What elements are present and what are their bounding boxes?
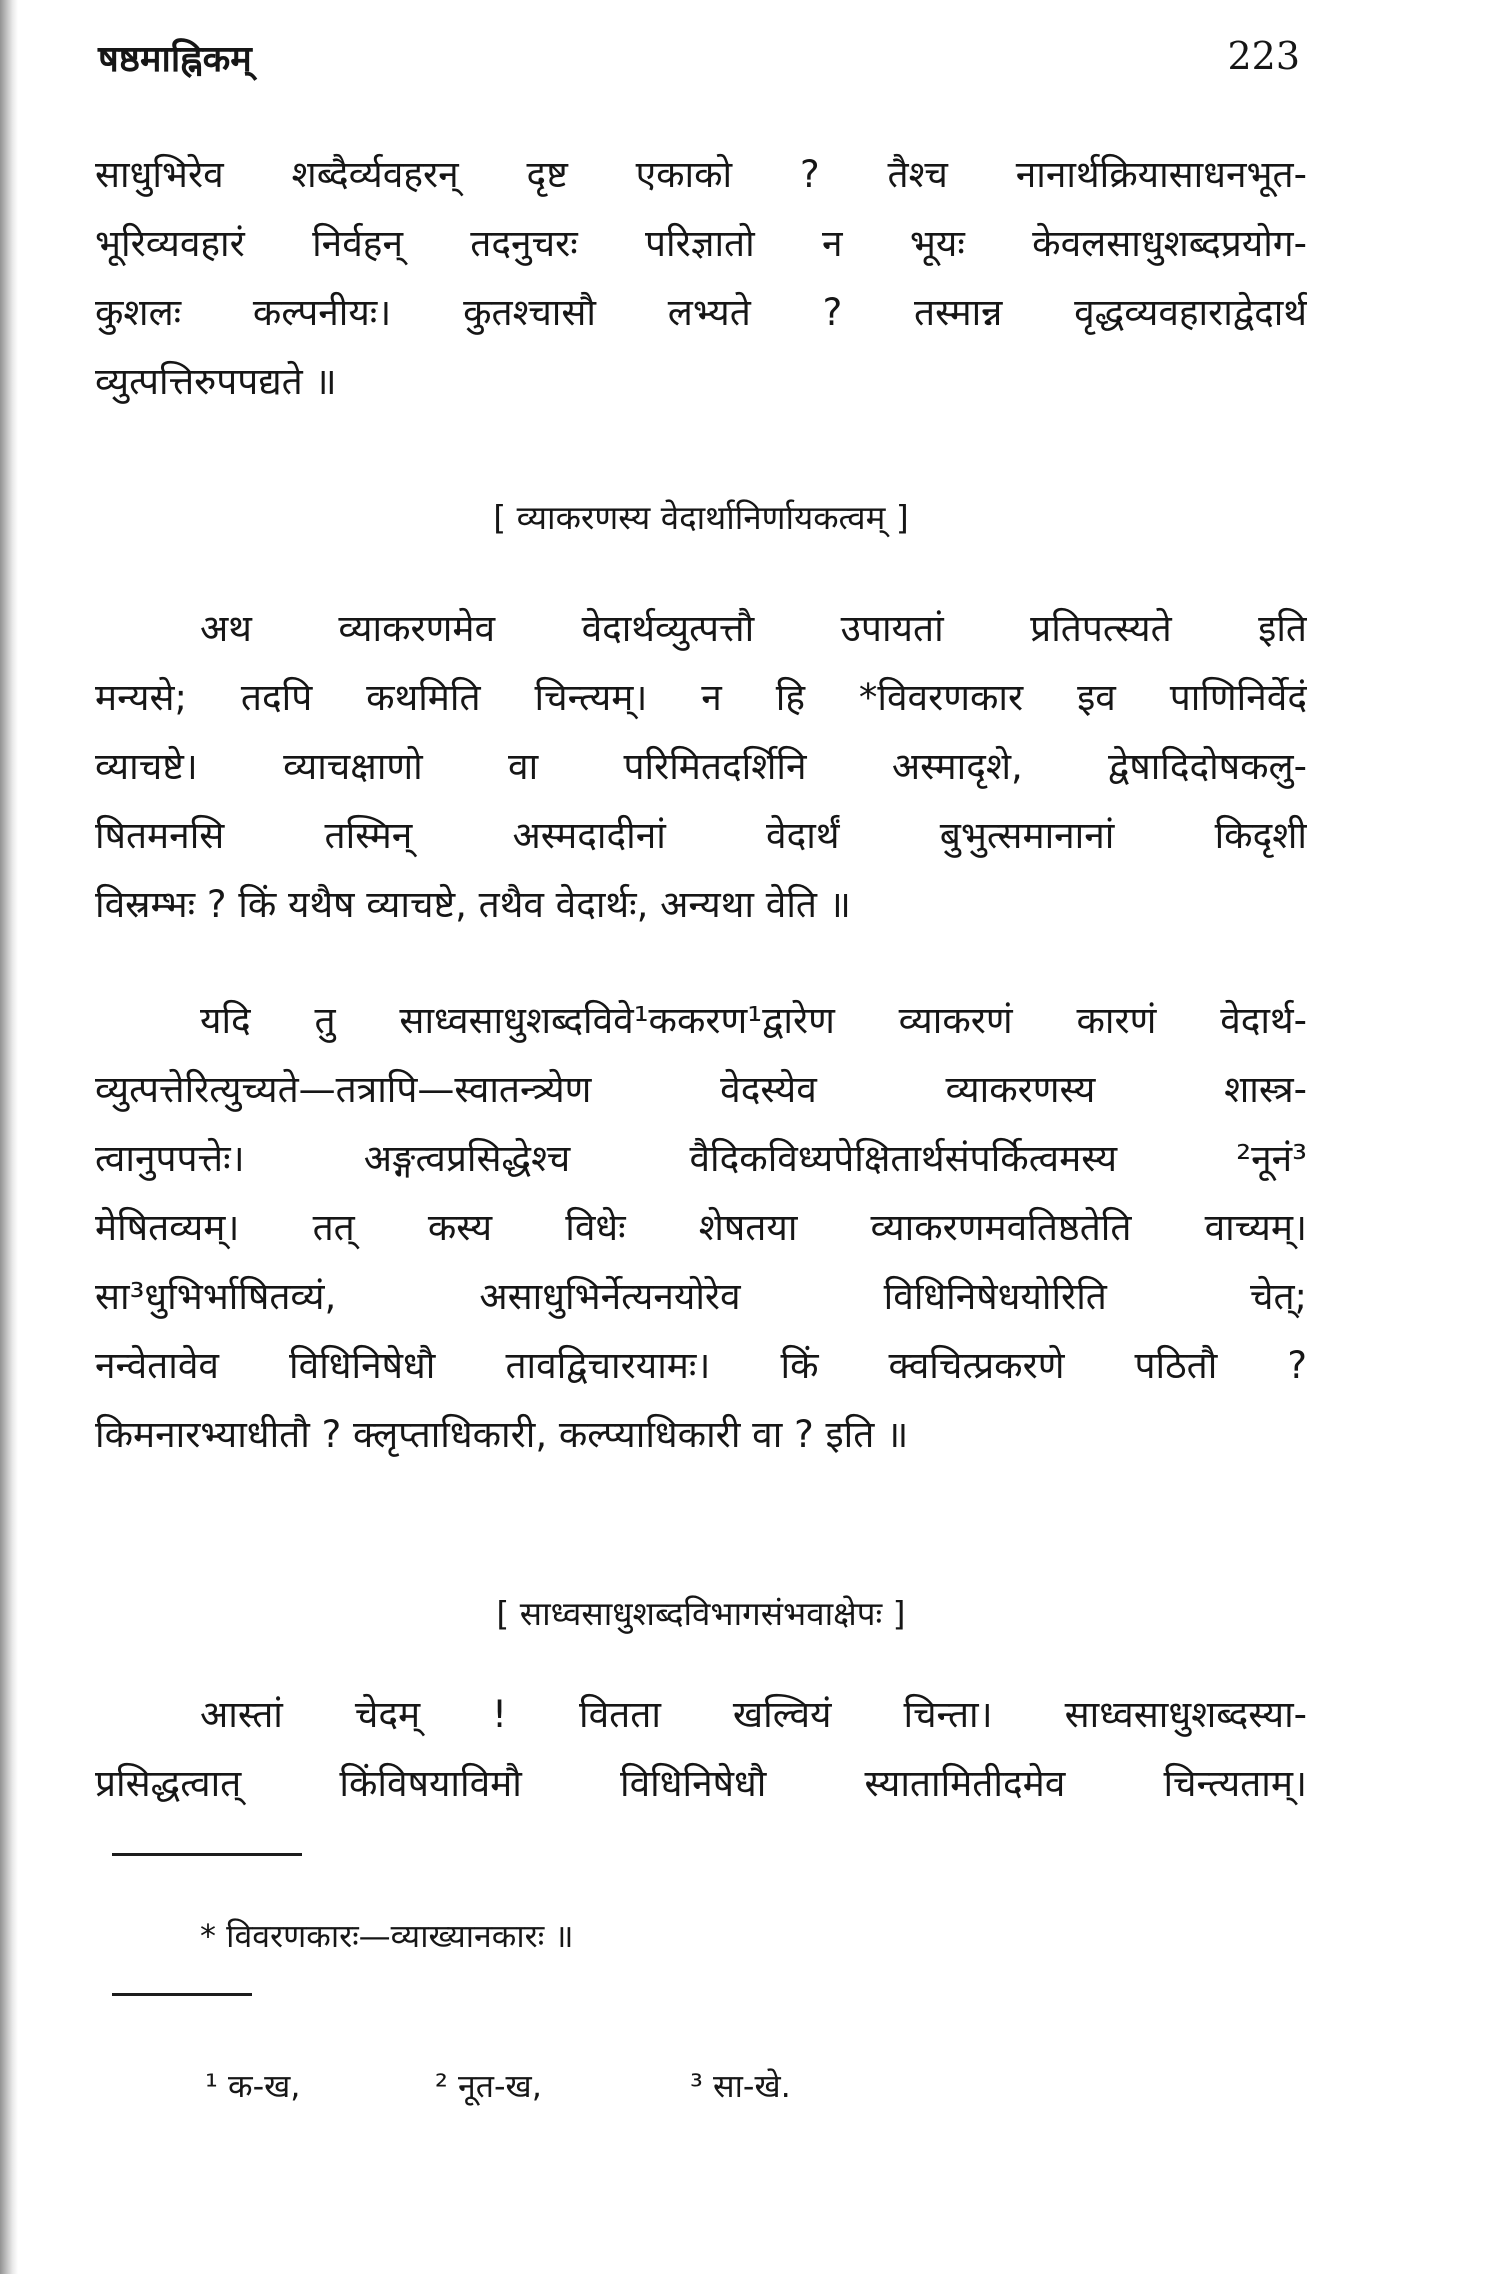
text-line: त्वानुपपत्तेः। अङ्गत्वप्रसिद्धेश्च वैदिकविध्यपेक्षितार्थसंपर्कित्वमस्य ²नूनं³: [95, 1137, 1307, 1180]
text-line: व्याचष्टे। व्याचक्षाणो वा परिमितदर्शिनि अस्मादृशे, द्वेषादिदोषकलु-: [95, 745, 1307, 788]
page-number: 223: [1227, 34, 1300, 78]
text-line: भूरिव्यवहारं निर्वहन् तदनुचरः परिज्ञातो न भूयः केवलसाधुशब्दप्रयोग-: [95, 222, 1307, 265]
variant-reading: ³ सा-खे.: [690, 2067, 791, 2105]
section-heading: [ व्याकरणस्य वेदार्थानिर्णायकत्वम् ]: [493, 498, 909, 537]
text-line: किमनारभ्याधीतौ ? क्लृप्ताधिकारी, कल्प्याधिकारी वा ? इति ॥: [95, 1413, 909, 1456]
text-line: यदि तु साध्वसाधुशब्दविवे¹ककरण¹द्वारेण व्याकरणं कारणं वेदार्थ-: [200, 999, 1307, 1042]
text-line: मेषितव्यम्। तत् कस्य विधेः शेषतया व्याकरणमवतिष्ठतेति वाच्यम्।: [95, 1206, 1307, 1249]
variant-reading: ² नूत-ख,: [435, 2067, 542, 2105]
variant-rule: [112, 1993, 252, 1996]
running-title: षष्ठमाह्निकम्: [98, 39, 252, 80]
text-line: व्युत्पत्तेरित्युच्यते—तत्रापि—स्वातन्त्र्येण वेदस्येव व्याकरणस्य शास्त्र-: [95, 1068, 1307, 1111]
text-line: नन्वेतावेव विधिनिषेधौ तावद्विचारयामः। किं क्वचित्प्रकरणे पठितौ ?: [95, 1344, 1307, 1387]
text-line: षितमनसि तस्मिन् अस्मदादीनां वेदार्थं बुभुत्समानानां किदृशी: [95, 814, 1307, 857]
footnote: * विवरणकारः—व्याख्यानकारः ॥: [200, 1917, 574, 1955]
text-line: अथ व्याकरणमेव वेदार्थव्युत्पत्तौ उपायतां प्रतिपत्स्यते इति: [200, 607, 1307, 650]
text-line: कुशलः कल्पनीयः। कुतश्चासौ लभ्यते ? तस्मान्न वृद्धव्यवहाराद्वेदार्थ: [95, 291, 1307, 334]
text-line: व्युत्पत्तिरुपपद्यते ॥: [95, 360, 337, 403]
text-line: सा³धुभिर्भाषितव्यं, असाधुभिर्नेत्यनयोरेव विधिनिषेधयोरिति चेत्;: [95, 1275, 1307, 1318]
variant-reading: ¹ क-ख,: [205, 2067, 301, 2105]
text-line: विस्रम्भः ? किं यथैष व्याचष्टे, तथैव वेदार्थः, अन्यथा वेति ॥: [95, 883, 851, 926]
text-line: प्रसिद्धत्वात् किंविषयाविमौ विधिनिषेधौ स्यातामितीदमेव चिन्त्यताम्।: [95, 1762, 1307, 1805]
text-line: मन्यसे; तदपि कथमिति चिन्त्यम्। न हि *विवरणकार इव पाणिनिर्वेदं: [95, 676, 1307, 719]
text-line: साधुभिरेव शब्दैर्व्यवहरन् दृष्ट एकाको ? तैश्च नानार्थक्रियासाधनभूत-: [95, 153, 1307, 196]
text-line: आस्तां चेदम् ! वितता खल्वियं चिन्ता। साध्वसाधुशब्दस्या-: [200, 1693, 1307, 1736]
footnote-rule: [112, 1853, 302, 1856]
section-heading: [ साध्वसाधुशब्दविभागसंभवाक्षेपः ]: [496, 1594, 906, 1633]
page-binding-shadow: [0, 0, 18, 2274]
